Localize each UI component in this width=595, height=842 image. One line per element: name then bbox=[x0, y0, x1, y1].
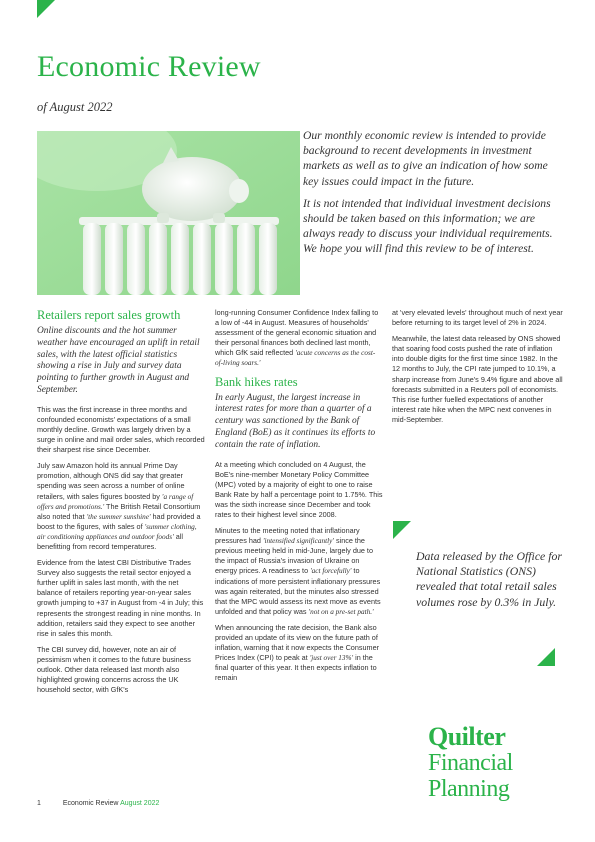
page-title: Economic Review bbox=[37, 50, 261, 83]
section-standfirst-bank: In early August, the largest increase in interest rates for more than a quarter of a century was sanctioned by the Bank of England (BoE) as it continues its efforts to contain the rate of inflation. bbox=[215, 392, 376, 450]
column-1 bbox=[37, 308, 205, 701]
body-paragraph: Evidence from the latest CBI Distributive Trades Survey also suggests the retail sector enjoyed a further uplift in sales last month, with the net balance of retailers reporting year-on-year sales growth jumping to +37 in August from -4 in July; this represents the strongest reading in nine months. In addition, retailers said they expect to see another rise in sales this month. bbox=[37, 558, 204, 638]
body-paragraph: Meanwhile, the latest data released by ONS showed that soaring food costs pushed the rate of inflation into double digits for the first time since 1982. In the 12 months to July, the CPI rate jumped to 10.1%, a sharp increase from June's 9.4% figure and above all forecasts submitted in a Reuters poll of economists. This rise further fuelled expectations of another interest rate hike when the MPC next convenes in mid-September. bbox=[392, 334, 563, 424]
logo-line-3: Planning bbox=[428, 776, 510, 802]
column-2 bbox=[215, 308, 383, 690]
footer-label: Economic Review bbox=[62, 800, 119, 807]
page-number: 1 bbox=[37, 800, 41, 807]
pull-quote-callout: Data released by the Office for National Statistics (ONS) revealed that total retail sales volumes rose by 0.3% in July. bbox=[416, 549, 563, 609]
logo-line-2: Financial bbox=[428, 750, 513, 776]
intro-text bbox=[303, 128, 565, 264]
page-footer bbox=[37, 800, 159, 807]
body-paragraph: Minutes to the meeting noted that inflationary pressures had 'intensified significantly' since the previous meeting held in mid-June, largely due to the impact of Russia's invasion of Ukraine on energy prices. A readiness to 'act forcefully' to indications of more persistent inflationary pressures was again reiterated, but the minutes also stressed that the MPC would assess its next move as events unfolded and that policy was 'not on a pre-set path.' bbox=[215, 526, 381, 616]
intro-paragraph-2: It is not intended that individual investment decisions should be taken based on this information; we are always ready to discuss your individual requirements. We hope you will find this review to be of interest. bbox=[303, 196, 553, 256]
section-standfirst-retail: Online discounts and the hot summer weather have encouraged an uplift in retail sales, with the latest official statistics showing a rise in July and survey data pointing to further growth in August and September. bbox=[37, 326, 200, 395]
body-paragraph: at 'very elevated levels' throughout much of next year before returning to its target level of 2% in 2024. bbox=[392, 308, 563, 328]
logo-line-1: Quilter bbox=[428, 722, 506, 751]
callout-triangle-bottom-decoration bbox=[537, 648, 555, 666]
hero-image-piggy-bank-radiator bbox=[37, 131, 300, 295]
callout-triangle-top-decoration bbox=[393, 521, 411, 539]
body-paragraph: long-running Consumer Confidence Index falling to a low of -44 in August. Measures of households' assessment of the general economic situation and their personal finances both declined last month, which GfK said reflected 'acute concerns as the cost-of-living soars.' bbox=[215, 308, 379, 368]
section-heading-retail: Retailers report sales growth bbox=[37, 308, 181, 322]
body-paragraph: At a meeting which concluded on 4 August, the BoE's nine-member Monetary Policy Committee (MPC) voted by a majority of eight to one to raise Bank Rate by half a percentage point to 1.75%. This was the sixth increase since December and took rates to their highest level since 2008. bbox=[215, 459, 383, 520]
body-paragraph: This was the first increase in three months and confounded economists' expectations of a small monthly decline. Growth was largely driven by a surge in online and mail order sales, which recorded their sharpest rise since December. bbox=[37, 404, 205, 455]
column-3 bbox=[392, 308, 564, 431]
page-subtitle: of August 2022 bbox=[37, 100, 113, 114]
corner-triangle-decoration bbox=[37, 0, 55, 18]
section-heading-bank: Bank hikes rates bbox=[215, 374, 298, 389]
body-paragraph: July saw Amazon hold its annual Prime Day promotion, although ONS did say that greater spending was seen across a number of online retailers, with sales figures boosted by 'a range of offers and promotions.' The British Retail Consortium also noted that 'the summer sunshine' had provided a boost to the figures, with sales of 'summer clothing, air conditioning appliances and outdoor foods' all benefitting from record temperatures. bbox=[37, 461, 201, 551]
intro-paragraph-1: Our monthly economic review is intended to provide background to recent developments in investment markets as well as to give an indication of how some key issues could impact in the future. bbox=[303, 129, 548, 188]
footer-date: August 2022 bbox=[120, 800, 160, 807]
quilter-logo bbox=[428, 724, 568, 802]
body-paragraph: The CBI survey did, however, note an air of pessimism when it comes to the future business outlook. Other data released last month also highlighted growing concerns across the UK household sector, with GfK's bbox=[37, 644, 191, 695]
body-paragraph: When announcing the rate decision, the Bank also provided an update of its view on the future path of inflation, warning that it now expects the Consumer Prices Index (CPI) to peak at 'just over 13%' in the final quarter of this year. It then expects inflation to remain bbox=[215, 622, 380, 683]
